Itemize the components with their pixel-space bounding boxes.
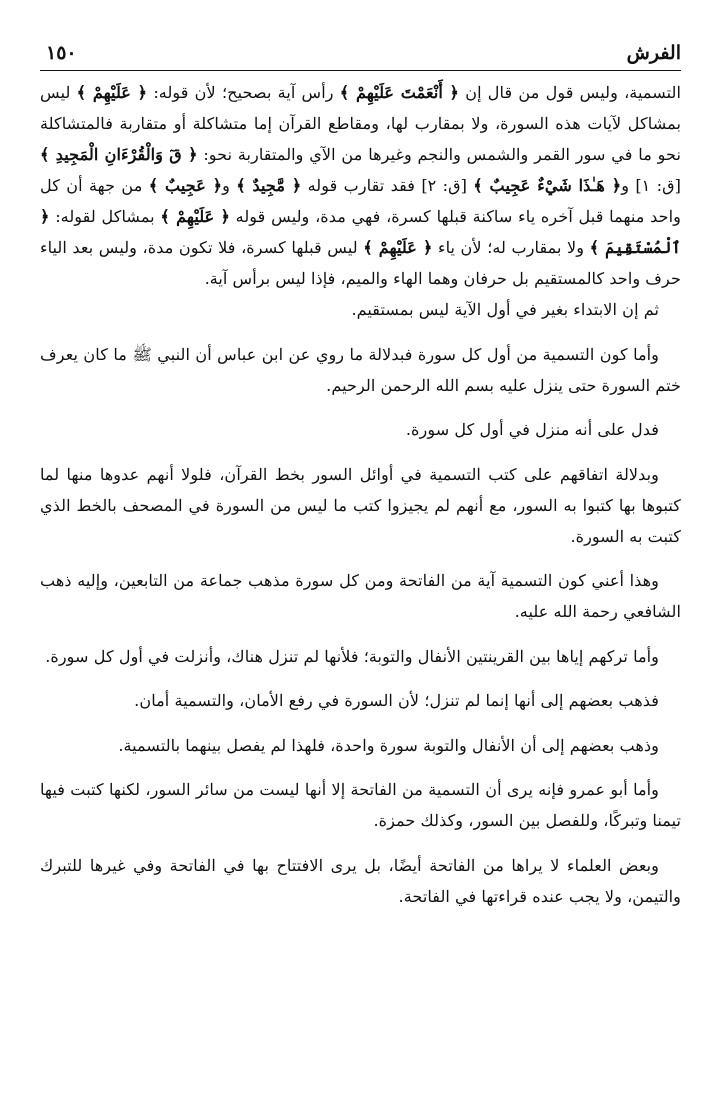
paragraph-basmala-discussion (40, 77, 681, 294)
quran-quote: ﴿ ٱلْمُسْتَقِيمَ ﴾ (40, 207, 682, 257)
paragraph: وأما أبو عمرو فإنه يرى أن التسمية من الفاتحة إلا أنها ليست من سائر السور، لكنها كتبت فيها تيمنا وتبركًا، وللفصل بين السور، وكذلك حمزة. (40, 780, 681, 830)
quran-quote: ﴿ هَـٰذَا شَيْءٌ عَجِيبٌ ﴾ (473, 176, 622, 195)
quran-quote: ﴿ قٓ وَالْقُرْءَانِ الْمَجِيدِ ﴾ (40, 145, 198, 164)
paragraph: وذهب بعضهم إلى أن الأنفال والتوبة سورة واحدة، فلهذا لم يفصل بينهما بالتسمية. (118, 735, 659, 755)
paragraph: وبعض العلماء لا يراها من الفاتحة أيضًا، بل يرى الافتتاح بها في الفاتحة وفي غيرها للتبرك والتيمن، ولا يجب عنده قراءتها في الفاتحة. (40, 855, 681, 906)
paragraph: وبدلالة اتفاقهم على كتب التسمية في أوائل السور بخط القرآن، فلولا أنهم عدوها منها لما كتبوها بها كتبوا به السور، مع أنهم لم يجيزوا كتب ما ليس من السورة في المصحف بالخط الذي كتبت به السورة. (40, 464, 681, 546)
text-segment: و (222, 176, 237, 195)
text-segment: [ق: ١] و (621, 176, 682, 195)
paragraph: وأما كون التسمية من أول كل سورة فبدلالة ما روي عن ابن عباس أن النبي ﷺ ما كان يعرف ختم السورة حتى ينزل عليه بسم الله الرحمن الرحيم. (40, 344, 681, 395)
text-segment: من جهة أن كل واحد منهما قبل آخره ياء ساكنة قبلها كسرة، فهي مدة، وليس قوله (40, 176, 681, 226)
quran-quote: ﴿ مَّجِيدٌ ﴾ (236, 176, 302, 195)
text-segment: بمشاكل لقوله: (49, 207, 161, 226)
quran-quote: ﴿ عَلَيْهِمْ ﴾ (76, 83, 148, 102)
body-text (40, 77, 681, 925)
quran-quote: ﴿ عَلَيْهِمْ ﴾ (160, 207, 230, 226)
page-number: ١٥٠ (46, 42, 77, 64)
running-header-title: الفرش (626, 42, 681, 64)
quran-quote: ﴿ عَجِيبٌ ﴾ (148, 176, 223, 195)
quran-quote: ﴿ عَلَيْهِمْ ﴾ (363, 238, 433, 257)
paragraph: وأما تركهم إياها بين القرينتين الأنفال والتوبة؛ فلأنها لم تنزل هناك، وأنزلت في أول كل سورة. (45, 646, 659, 666)
text-segment: التسمية، وليس قول من قال إن (459, 83, 681, 102)
text-segment: ليس بمشاكل لآيات هذه السورة، ولا بمقارب لها، ومقاطع القرآن إما متشاكلة أو متقاربة فالمتشاكلة نحو ما في سور القمر والشمس والنجم وغيرها من الآي والمتقاربة نحو: (40, 83, 681, 164)
text-segment: ليس قبلها كسرة، فلا تكون مدة، وليس بعد الياء حرف واحد كالمستقيم بل حرفان وهما الهاء والميم، فإذا ليس برأس آية. (40, 238, 681, 288)
paragraph: وهذا أعني كون التسمية آية من الفاتحة ومن كل سورة مذهب جماعة من التابعين، وإليه ذهب الشافعي رحمة الله عليه. (40, 571, 681, 621)
text-segment: [ق: ٢] فقد تقارب قوله (301, 176, 474, 195)
header-divider (40, 70, 681, 71)
quran-quote: ﴿ أَنْعَمْتَ عَلَيْهِمْ ﴾ (339, 83, 459, 102)
paragraph: فذهب بعضهم إلى أنها إنما لم تنزل؛ لأن السورة في رفع الأمان، والتسمية أمان. (134, 691, 659, 710)
text-segment: رأس آية بصحيح؛ لأن قوله: (147, 83, 340, 102)
paragraph: ثم إن الابتداء بغير في أول الآية ليس بمستقيم. (351, 300, 659, 319)
text-segment: ولا بمقارب له؛ لأن ياء (432, 238, 590, 257)
paragraph: فدل على أنه منزل في أول كل سورة. (405, 420, 659, 439)
